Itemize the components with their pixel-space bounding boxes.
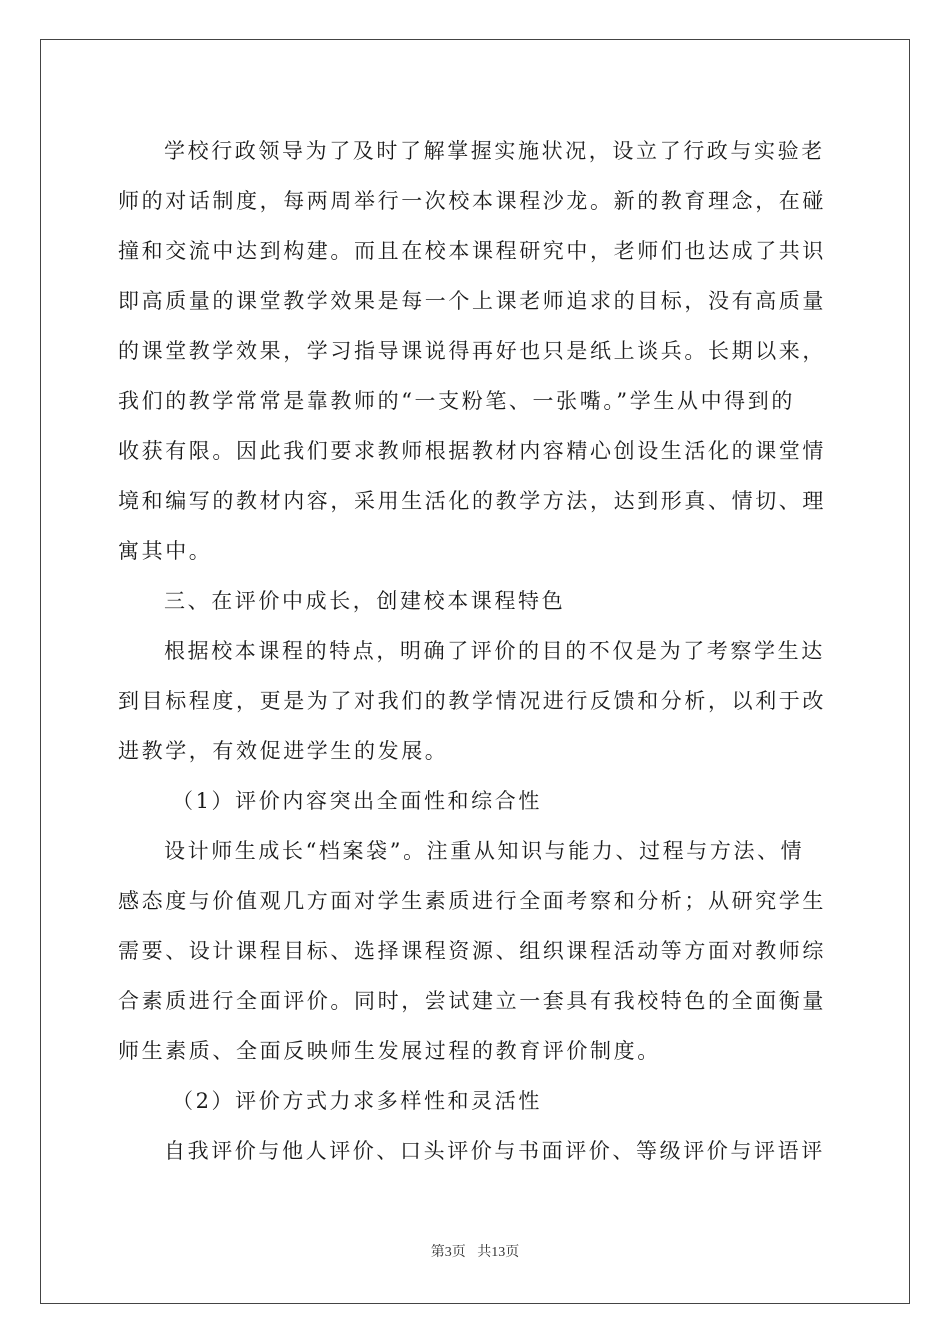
subsection-heading: （1）评价内容突出全面性和综合性 — [172, 789, 542, 813]
section-heading: 三、在评价中成长，创建校本课程特色 — [164, 589, 566, 613]
paragraph-line: 合素质进行全面评价。同时，尝试建立一套具有我校特色的全面衡量 — [118, 989, 826, 1013]
paragraph-line: 收获有限。因此我们要求教师根据教材内容精心创设生活化的课堂情 — [118, 439, 826, 463]
paragraph-line: 境和编写的教材内容，采用生活化的教学方法，达到形真、情切、理 — [118, 489, 826, 513]
paragraph-line: 根据校本课程的特点，明确了评价的目的不仅是为了考察学生达 — [164, 639, 825, 663]
page-total: 共13页 — [477, 1245, 520, 1260]
page-footer — [0, 1241, 950, 1261]
paragraph-line: 进教学，有效促进学生的发展。 — [118, 739, 449, 763]
paragraph-line: 撞和交流中达到构建。而且在校本课程研究中，老师们也达成了共识 — [118, 239, 826, 263]
paragraph-line: 需要、设计课程目标、选择课程资源、组织课程活动等方面对教师综 — [118, 939, 826, 963]
paragraph-line: 我们的教学常常是靠教师的“一支粉笔、一张嘴。”学生从中得到的 — [118, 389, 795, 413]
paragraph-line: 自我评价与他人评价、口头评价与书面评价、等级评价与评语评 — [164, 1139, 825, 1163]
paragraph-line: 师生素质、全面反映师生发展过程的教育评价制度。 — [118, 1039, 661, 1063]
paragraph-line: 感态度与价值观几方面对学生素质进行全面考察和分析；从研究学生 — [118, 889, 826, 913]
paragraph-line: 师的对话制度，每两周举行一次校本课程沙龙。新的教育理念，在碰 — [118, 189, 826, 213]
document-body — [118, 126, 834, 1176]
page-number: 第3页 — [430, 1245, 466, 1260]
subsection-heading: （2）评价方式力求多样性和灵活性 — [172, 1089, 542, 1113]
paragraph-line: 的课堂教学效果，学习指导课说得再好也只是纸上谈兵。长期以来， — [118, 339, 826, 363]
paragraph-line: 到目标程度，更是为了对我们的教学情况进行反馈和分析，以利于改 — [118, 689, 826, 713]
paragraph-line: 寓其中。 — [118, 539, 213, 563]
paragraph-line: 即高质量的课堂教学效果是每一个上课老师追求的目标，没有高质量 — [118, 289, 826, 313]
paragraph-line: 学校行政领导为了及时了解掌握实施状况，设立了行政与实验老 — [164, 139, 825, 163]
paragraph-line: 设计师生成长“档案袋”。注重从知识与能力、过程与方法、情 — [164, 839, 805, 863]
